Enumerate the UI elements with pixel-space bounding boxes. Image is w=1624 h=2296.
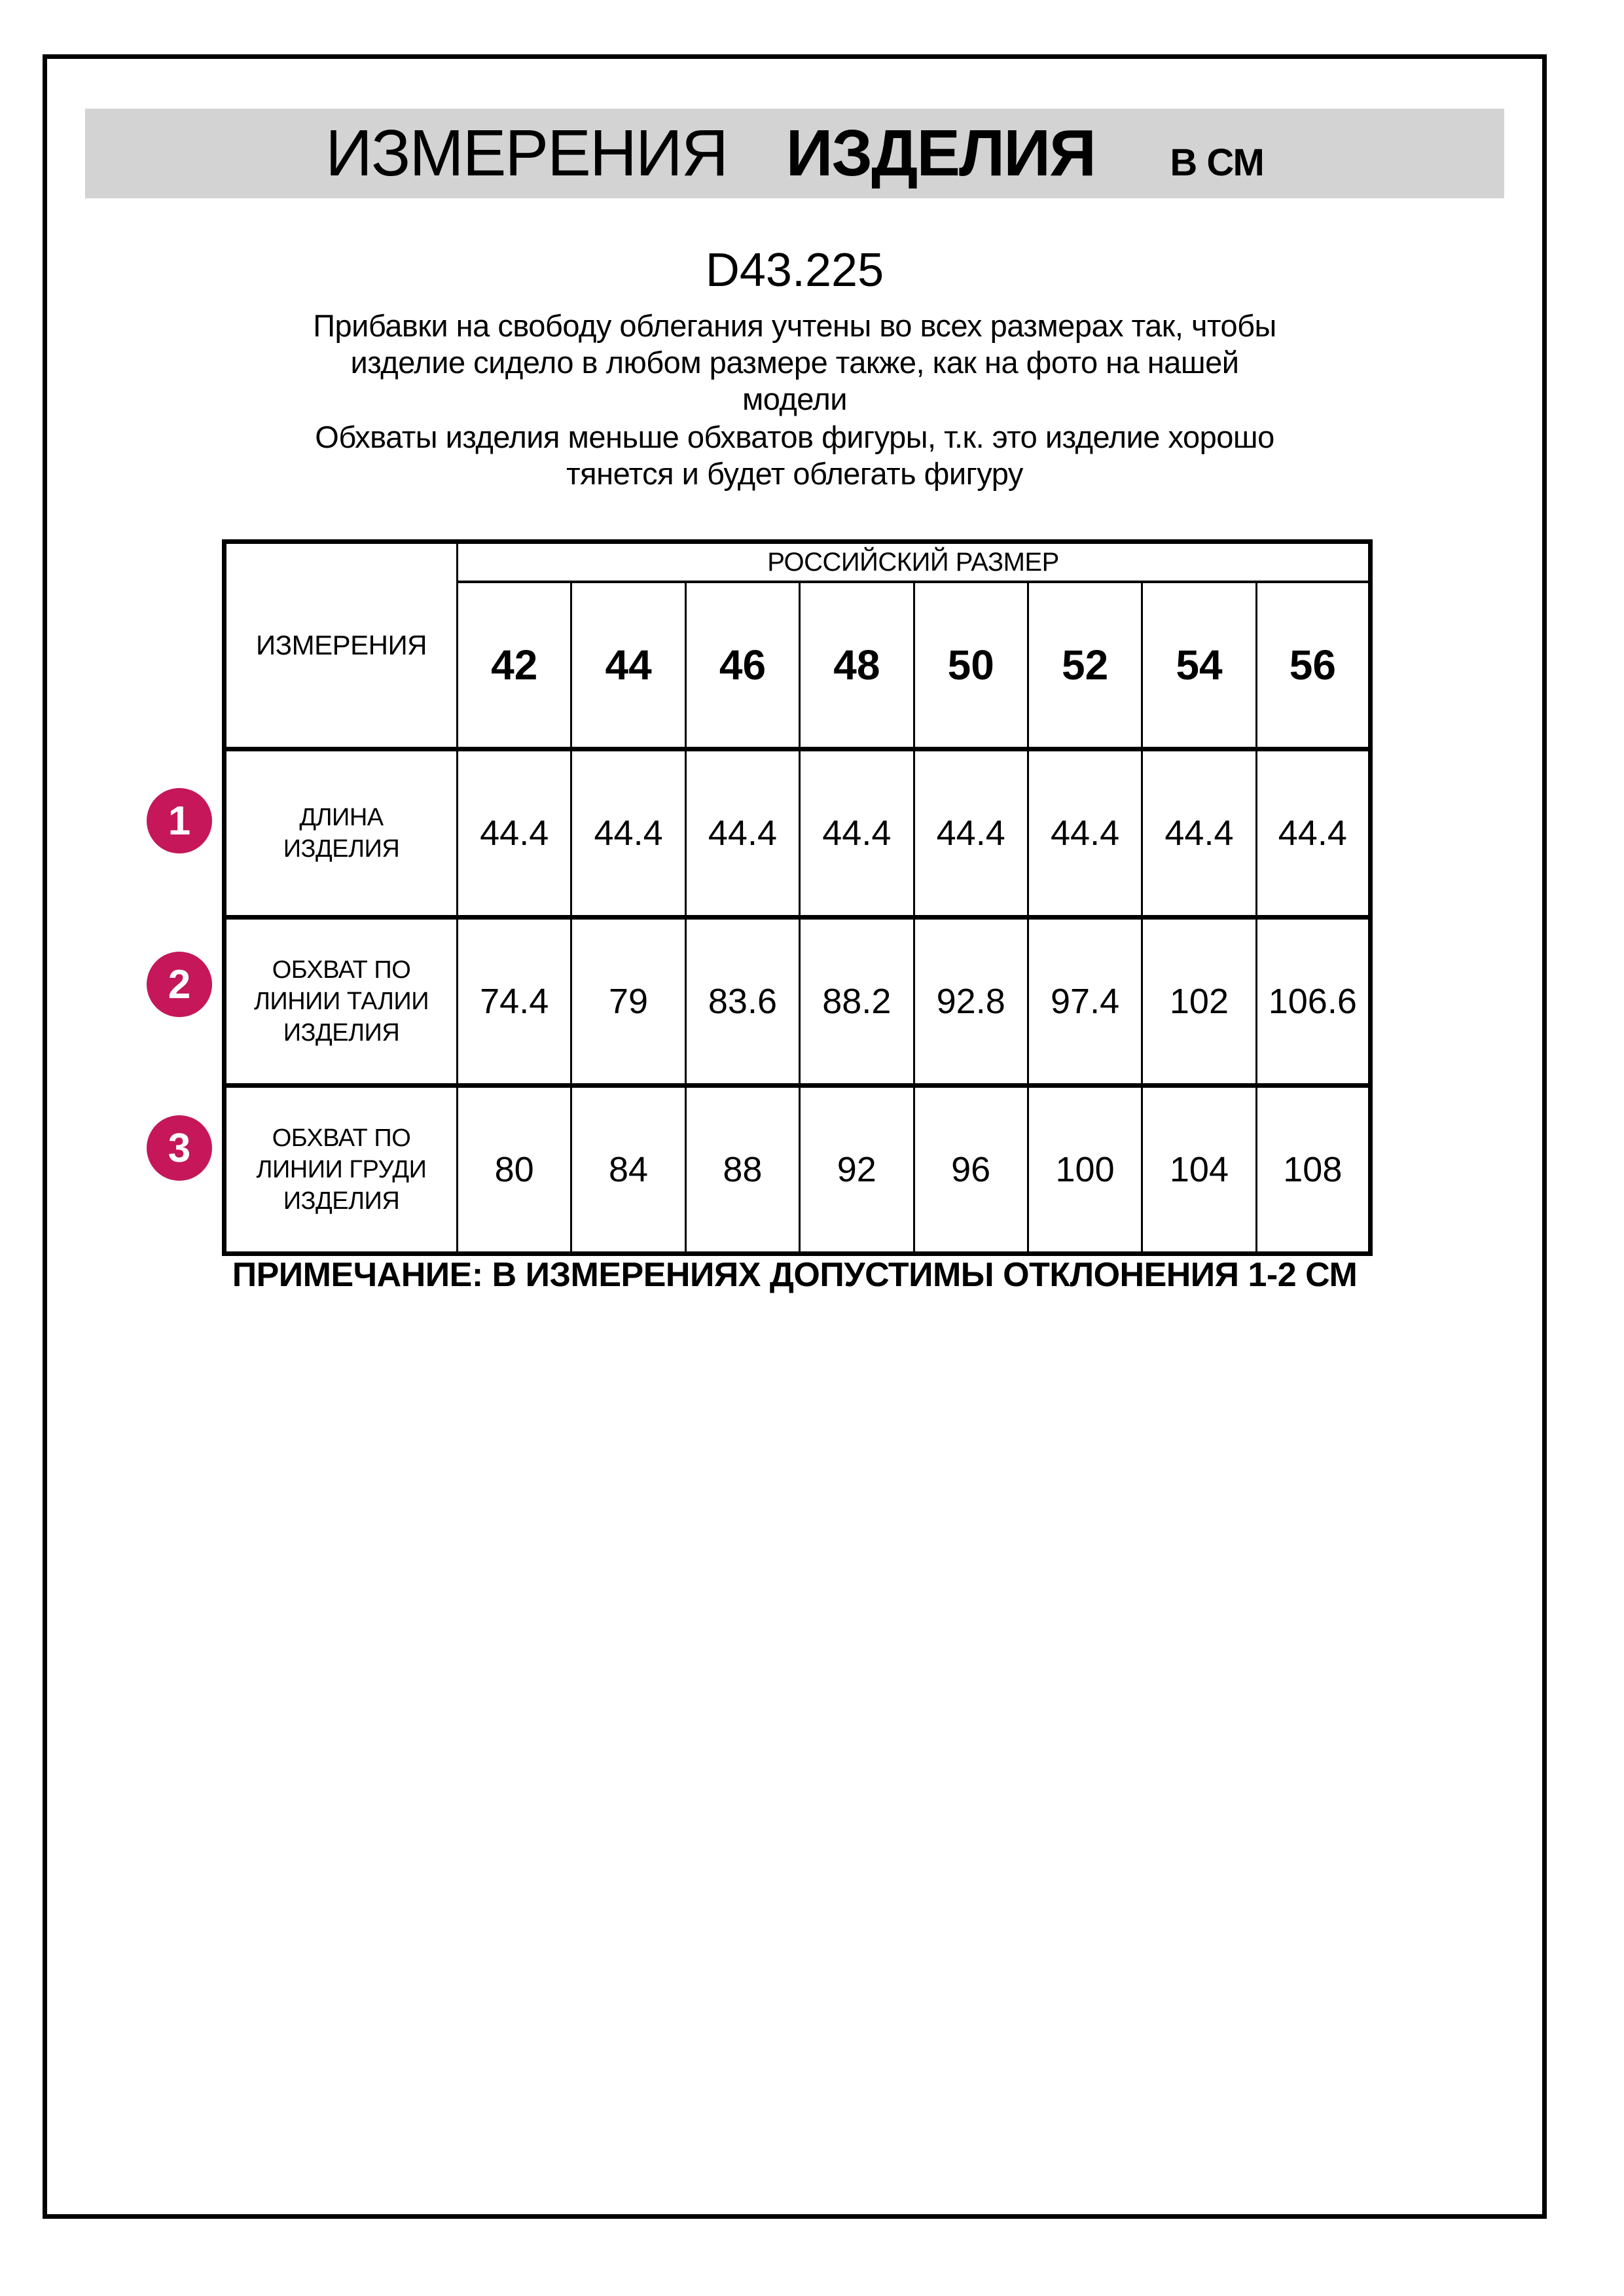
value-cell: 96 [914,1086,1028,1254]
value-cell: 100 [1028,1086,1142,1254]
value-cell: 44.4 [1256,749,1370,918]
title-word-measurements: ИЗМЕРЕНИЯ [325,117,728,190]
value-cell: 80 [458,1086,571,1254]
value-cell: 88 [685,1086,799,1254]
value-cell: 92.8 [914,918,1028,1086]
intro-paragraph-2 [43,419,1547,492]
value-cell: 83.6 [685,918,799,1086]
value-cell: 102 [1142,918,1256,1086]
row-number-badge-1: 1 [147,788,212,853]
value-cell: 84 [571,1086,685,1254]
row-number-badge-3: 3 [147,1115,212,1181]
row-label-cell [225,749,458,918]
intro-line: Прибавки на свободу облегания учтены во всех размерах так, чтобы [313,308,1276,343]
value-cell: 108 [1256,1086,1370,1254]
value-cell: 104 [1142,1086,1256,1254]
size-header-cell: 44 [571,582,685,749]
title-unit-cm: В СМ [1170,141,1264,184]
row-label-cell [225,1086,458,1254]
table-row-waist [225,918,1371,1086]
row-label-line: ИЗДЕЛИЯ [283,1187,400,1215]
row-label-cell [225,918,458,1086]
title-bar [85,109,1504,198]
title-word-product: ИЗДЕЛИЯ [785,117,1095,190]
size-header-cell: 54 [1142,582,1256,749]
value-cell: 79 [571,918,685,1086]
size-header-cell: 56 [1256,582,1370,749]
product-code: D43.225 [705,244,884,296]
size-header-cell: 50 [914,582,1028,749]
row-label-line: ЛИНИИ ТАЛИИ [253,988,429,1015]
intro-paragraph-1 [43,308,1547,418]
tolerance-note: ПРИМЕЧАНИЕ: В ИЗМЕРЕНИЯХ ДОПУСТИМЫ ОТКЛОНЕНИЯ 1-2 СМ [232,1256,1358,1294]
intro-line: изделие сидело в любом размере также, как на фото на нашей [350,345,1239,380]
row-label-line: ЛИНИИ ГРУДИ [256,1156,427,1183]
row-label-line: ИЗДЕЛИЯ [283,1019,400,1047]
value-cell: 92 [800,1086,914,1254]
size-header-cell: 52 [1028,582,1142,749]
table-row-length [225,749,1371,918]
value-cell: 44.4 [685,749,799,918]
value-cell: 88.2 [800,918,914,1086]
value-cell: 44.4 [571,749,685,918]
table-header-group-row [225,542,1371,583]
measurements-table [222,539,1373,1256]
row-label-line: ОБХВАТ ПО [272,1124,411,1152]
size-header-cell: 48 [800,582,914,749]
value-cell: 44.4 [1142,749,1256,918]
row-label-line: ИЗДЕЛИЯ [283,835,400,863]
value-cell: 44.4 [914,749,1028,918]
row-number-badge-2: 2 [147,952,212,1017]
size-header-cell: 42 [458,582,571,749]
size-header-cell: 46 [685,582,799,749]
value-cell: 106.6 [1256,918,1370,1086]
intro-line: Обхваты изделия меньше обхватов фигуры, т.к. это изделие хорошо [315,420,1274,454]
value-cell: 44.4 [458,749,571,918]
corner-header-cell: ИЗМЕРЕНИЯ [225,542,458,749]
value-cell: 44.4 [800,749,914,918]
value-cell: 97.4 [1028,918,1142,1086]
table-row-chest [225,1086,1371,1254]
russian-size-header-cell: РОССИЙСКИЙ РАЗМЕР [458,542,1371,583]
row-label-line: ОБХВАТ ПО [272,956,411,984]
value-cell: 44.4 [1028,749,1142,918]
intro-line: тянется и будет облегать фигуру [566,456,1023,491]
value-cell: 74.4 [458,918,571,1086]
row-label-line: ДЛИНА [299,804,384,831]
intro-line: модели [742,382,848,416]
